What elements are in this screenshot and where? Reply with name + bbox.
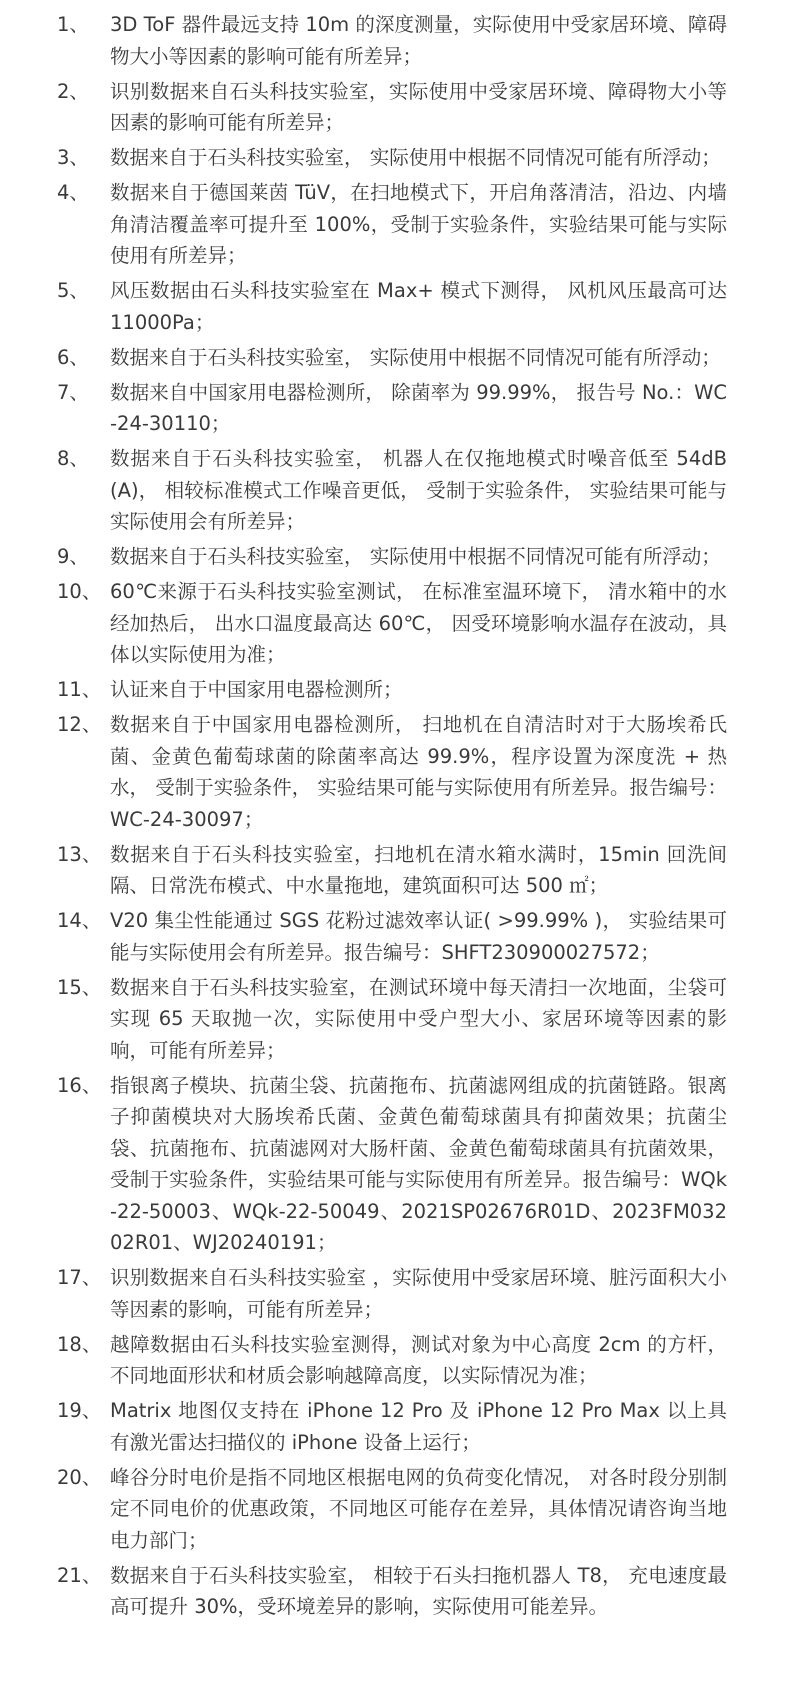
footnote-number: 8、 (57, 447, 89, 470)
footnote-number: 12、 (57, 713, 102, 736)
footnote-list (0, 9, 801, 1626)
footnote-item (0, 1070, 801, 1259)
footnote-item (0, 839, 801, 902)
footnote-text: 越障数据由石头科技实验室测得，测试对象为中心高度 2cm 的方杆，不同地面形状和材质会影响越障高度，以实际情况为准； (110, 1332, 727, 1387)
footnote-item (0, 1262, 801, 1325)
footnote-text: 60℃来源于石头科技实验室测试， 在标准室温环境下， 清水箱中的水经加热后， 出水口温度最高达 60℃， 因受环境影响水温存在波动，具体以实际使用为准； (110, 580, 727, 666)
footnote-number: 3、 (57, 146, 89, 169)
footnote-text: 认证来自于中国家用电器检测所； (110, 678, 403, 701)
footnote-number: 9、 (57, 545, 89, 568)
footnote-number: 18、 (57, 1332, 102, 1356)
footnote-item (0, 76, 801, 139)
footnote-number: 16、 (57, 1073, 102, 1097)
footnote-number: 17、 (57, 1266, 102, 1289)
footnote-text: 风压数据由石头科技实验室在 Max+ 模式下测得， 风机风压最高可达 11000Pa； (110, 279, 727, 334)
footnote-number: 7、 (57, 380, 89, 404)
footnote-item (0, 576, 801, 671)
footnote-text: 数据来自于石头科技实验室， 实际使用中根据不同情况可能有所浮动； (110, 345, 721, 369)
footnote-number: 13、 (57, 842, 102, 866)
footnote-item (0, 674, 801, 706)
footnote-text: 识别数据来自石头科技实验室，实际使用中受家居环境、障碍物大小等因素的影响可能有所差异； (110, 79, 727, 134)
footnote-item (0, 142, 801, 174)
footnote-item (0, 972, 801, 1067)
footnote-item (0, 443, 801, 538)
footnote-text: 数据来自于石头科技实验室， 相较于石头扫拖机器人 T8， 充电速度最高可提升 30%，受环境差异的影响，实际使用可能差异。 (110, 1563, 727, 1618)
footnote-number: 15、 (57, 975, 102, 999)
footnote-item (0, 1560, 801, 1623)
footnote-item (0, 9, 801, 72)
footnote-number: 14、 (57, 909, 102, 932)
footnote-number: 6、 (57, 345, 89, 369)
footnote-item (0, 1329, 801, 1392)
footnote-text: 识别数据来自石头科技实验室 ，实际使用中受家居环境、脏污面积大小等因素的影响，可能有所差异； (110, 1266, 727, 1321)
footnote-text: 数据来自于石头科技实验室，扫地机在清水箱水满时，15min 回洗间隔、日常洗布模式、中水量拖地，建筑面积可达 500 ㎡； (110, 842, 727, 897)
footnote-number: 5、 (57, 279, 89, 302)
footnote-item (0, 1395, 801, 1458)
footnote-number: 4、 (57, 181, 89, 204)
footnote-item (0, 709, 801, 835)
footnote-text: 数据来自于中国家用电器检测所， 扫地机在自清洁时对于大肠埃希氏菌、金黄色葡萄球菌的除菌率高达 99.9%，程序设置为深度洗 + 热水， 受制于实验条件， 实验结果可能与实际使用有所差异。报告编号： WC-24-30097； (110, 713, 727, 831)
footnote-item (0, 905, 801, 968)
footnote-item (0, 275, 801, 338)
footnote-number: 21、 (57, 1563, 102, 1587)
footnote-number: 19、 (57, 1399, 102, 1422)
footnote-text: Matrix 地图仅支持在 iPhone 12 Pro 及 iPhone 12 Pro Max 以上具有激光雷达扫描仪的 iPhone 设备上运行； (110, 1399, 727, 1454)
footnote-text: 数据来自中国家用电器检测所， 除菌率为 99.99%， 报告号 No.：WC-24-30110； (110, 380, 727, 435)
footnote-number: 10、 (57, 580, 102, 603)
footnote-number: 1、 (57, 13, 89, 36)
footnote-number: 11、 (57, 678, 102, 701)
footnote-text: 数据来自于石头科技实验室，在测试环境中每天清扫一次地面，尘袋可实现 65 天取抛一次，实际使用中受户型大小、家居环境等因素的影响，可能有所差异； (110, 975, 727, 1062)
footnote-text: 数据来自于石头科技实验室， 机器人在仅拖地模式时噪音低至 54dB(A)， 相较标准模式工作噪音更低， 受制于实验条件， 实验结果可能与实际使用会有所差异； (110, 447, 727, 533)
footnote-text: 3D ToF 器件最远支持 10m 的深度测量，实际使用中受家居环境、障碍物大小等因素的影响可能有所差异； (110, 13, 727, 68)
footnote-item (0, 1462, 801, 1557)
footnote-item (0, 342, 801, 374)
footnote-text: 数据来自于石头科技实验室， 实际使用中根据不同情况可能有所浮动； (110, 146, 721, 169)
footnote-item (0, 541, 801, 573)
footnote-item (0, 377, 801, 440)
footnote-number: 20、 (57, 1465, 102, 1489)
footnote-text: V20 集尘性能通过 SGS 花粉过滤效率认证( >99.99% )， 实验结果可能与实际使用会有所差异。报告编号：SHFT230900027572； (110, 909, 727, 964)
footnote-text: 数据来自于石头科技实验室， 实际使用中根据不同情况可能有所浮动； (110, 545, 721, 568)
footnote-number: 2、 (57, 79, 89, 103)
footnote-item (0, 177, 801, 272)
footnote-text: 峰谷分时电价是指不同地区根据电网的负荷变化情况， 对各时段分别制定不同电价的优惠政策，不同地区可能存在差异，具体情况请咨询当地电力部门； (110, 1465, 727, 1552)
footnote-text: 数据来自于德国莱茵 TüV，在扫地模式下，开启角落清洁，沿边、内墙角清洁覆盖率可提升至 100%，受制于实验条件，实验结果可能与实际使用有所差异； (110, 181, 727, 267)
footnote-text: 指银离子模块、抗菌尘袋、抗菌拖布、抗菌滤网组成的抗菌链路。银离子抑菌模块对大肠埃希氏菌、金黄色葡萄球菌具有抑菌效果；抗菌尘袋、抗菌拖布、抗菌滤网对大肠杆菌、金黄色葡萄球菌具有抗菌效果，受制于实验条件，实验结果可能与实际使用有所差异。报告编号：WQk-22-50003、WQk-22-50049、2021SP02676R01D、2023FM03202R01、WJ20240191； (110, 1073, 727, 1254)
